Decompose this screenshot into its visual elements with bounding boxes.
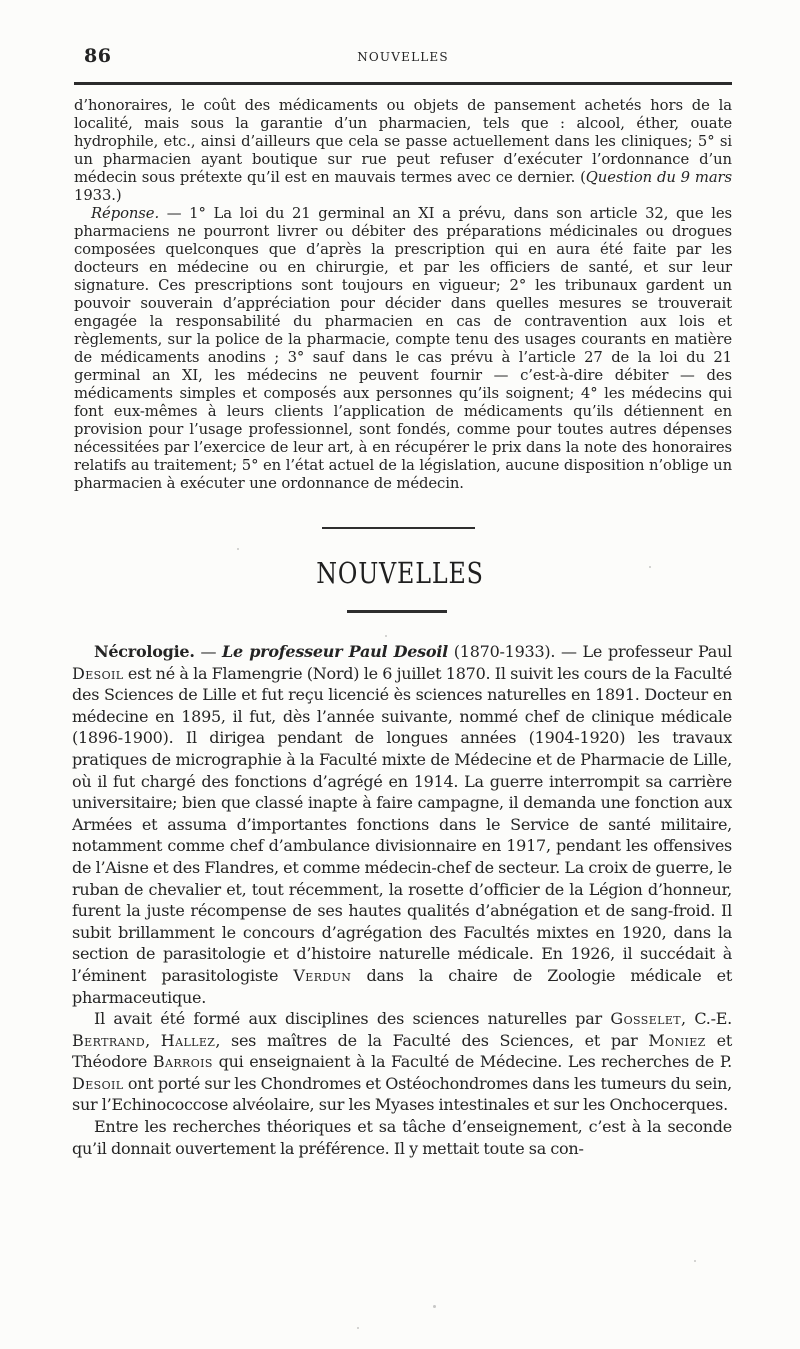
name-smallcaps-barrois: Barrois [152,1052,213,1072]
name-smallcaps-gosselet: Gosselet [610,1009,682,1029]
running-head [74,45,732,67]
name-smallcaps-verdun: Verdun [293,965,352,985]
body-text: est né à la Flamengrie (Nord) le 6 juillet 1870. Il suivit les cours de la Faculté des Sciences de Lille et fut reçu licencié ès sciences naturelles en 1891. Docteur en médecine en 1895, il fut, dès l’année suivante, nommé chef de clinique médicale (1896-1900). Il dirigea pendant de longues années (1904-1920) les travaux pratiques de micrographie à la Faculté mixte de Médecine et de Pharmacie de Lille, où il fut chargé des fonctions d’agrégé en 1914. La guerre interrompit sa carrière universitaire; bien que classé inapte à faire campagne, il demanda une fonction aux Armées et assuma d’importantes fonctions dans le Service de santé militaire, notamment comme chef d’ambulance divisionnaire en 1917, pendant les offensives de l’Aisne et des Flandres, et comme médecin-chef de secteur. La croix de guerre, le ruban de chevalier et, tout récemment, la rosette d’officier de la Légion d’honneur, furent la juste récompense de ses hautes qualités d’abnégation et de sang-froid. Il subit brillamment le concours d’agrégation des Facultés mixtes en 1920, dans la section de parasitologie et d’histoire naturelle médicale. En 1926, il succédait à l’éminent parasitologiste [72,663,732,985]
name-smallcaps-bertrand: Bertrand [72,1030,146,1050]
body-text: , ses maîtres de la Faculté des Sciences, et par [215,1030,649,1050]
header-rule [74,82,732,85]
necrology-section [72,641,732,1159]
dash: — [194,642,223,661]
name-smallcaps-desoil: Desoil [72,663,124,683]
running-head-title: NOUVELLES [357,50,449,64]
body-text: ont porté sur les Chondromes et Ostéochondromes dans les tumeurs du sein, sur l’Echinococcose alvéolaire, sur les Myases intestinales et sur les Onchocerques. [72,1073,732,1115]
citation-italic: Question du 9 mars [585,169,733,186]
necrology-paragraph-1 [72,641,732,1008]
necrology-paragraph-2 [72,1008,732,1116]
body-text: , [145,1030,161,1050]
paragraph-reponse [74,205,732,493]
scan-speck [433,1305,436,1308]
continuation-text-after: 1933.) [74,187,122,204]
body-text: , C.-E. [681,1009,733,1029]
scan-speck [357,1327,359,1329]
body-text: dans la chaire de Zoologie médicale et pharmaceutique. [72,965,733,1007]
necrology-lead-bold: Nécrologie. [94,642,195,661]
paragraph-continuation [74,97,732,205]
reponse-body: — 1° La loi du 21 germinal an XI a prévu, dans son article 32, que les pharmaciens ne pourront livrer ou débiter des préparations médicinales ou drogues composées quelconques que d’après la prescription qui en aura été faite par les docteurs en médecine ou en chirurgie, et par les officiers de santé, et sur leur signature. Ces prescriptions sont toujours en vigueur; 2° les tribunaux gardent un pouvoir souverain d’appréciation pour décider dans quelles mesures se trouverait engagée la responsabilité du pharmacien en cas de contravention aux lois et règlements, sur la police de la pharmacie, compte tenu des usages courants en matière de médicaments anodins ; 3° sauf dans le cas prévu à l’article 27 de la loi du 21 germinal an XI, les médecins ne peuvent fournir — c’est-à-dire débiter — des médicaments simples et composés aux personnes qu’ils soignent; 4° les médecins qui font eux-mêmes à leurs clients l’application de médicaments qu’ils détiennent en provision pour l’usage professionnel, sont fondés, comme pour toutes autres dépenses nécessitées par l’exercice de leur art, à en récupérer le prix dans la note des honoraires relatifs au traitement; 5° en l’état actuel de la législation, aucune disposition n’oblige un pharmacien à exécuter une ordonnance de médecin. [74,205,732,492]
name-smallcaps-desoil-2: Desoil [72,1073,124,1093]
body-text: et Théodore [72,1030,732,1072]
scan-speck [694,1260,696,1262]
name-smallcaps-hallez: Hallez [160,1030,216,1050]
scan-speck [237,548,239,550]
name-smallcaps-moniez: Moniez [648,1030,706,1050]
section-title: NOUVELLES [316,556,484,590]
body-text: Entre les recherches théoriques et sa tâche d’enseignement, c’est à la seconde qu’il donnait ouvertement la préférence. Il y mettait toute sa con- [72,1117,732,1158]
reponse-lead-italic: Réponse. [91,205,160,222]
continuation-text: d’honoraires, le coût des médicaments ou objets de pansement achetés hors de la localité, mais sous la garantie d’un pharmacien, tels que : alcool, éther, ouate hydrophile, etc., ainsi d’ailleurs que cela se passe actuellement dans les cliniques; 5° si un pharmacien ayant boutique sur rue peut refuser d’exécuter l’ordonnance d’un médecin sous prétexte qu’il est en mauvais termes avec ce dernier. ( [74,97,732,186]
scan-speck [385,635,387,637]
necrology-paragraph-3 [72,1116,732,1159]
page-number: 86 [84,45,112,67]
scan-speck [649,566,651,568]
obituary-title-bold-italic: Le professeur Paul Desoil [222,642,448,661]
body-text: (1870-1933). — Le professeur Paul [448,642,733,661]
body-text: Il avait été formé aux disciplines des sciences naturelles par [94,1009,611,1029]
section-divider [322,527,475,529]
title-underline [347,610,447,613]
body-text: qui enseignaient à la Faculté de Médecine. Les recherches de P. [212,1052,732,1072]
questions-reponses-section [74,97,732,493]
